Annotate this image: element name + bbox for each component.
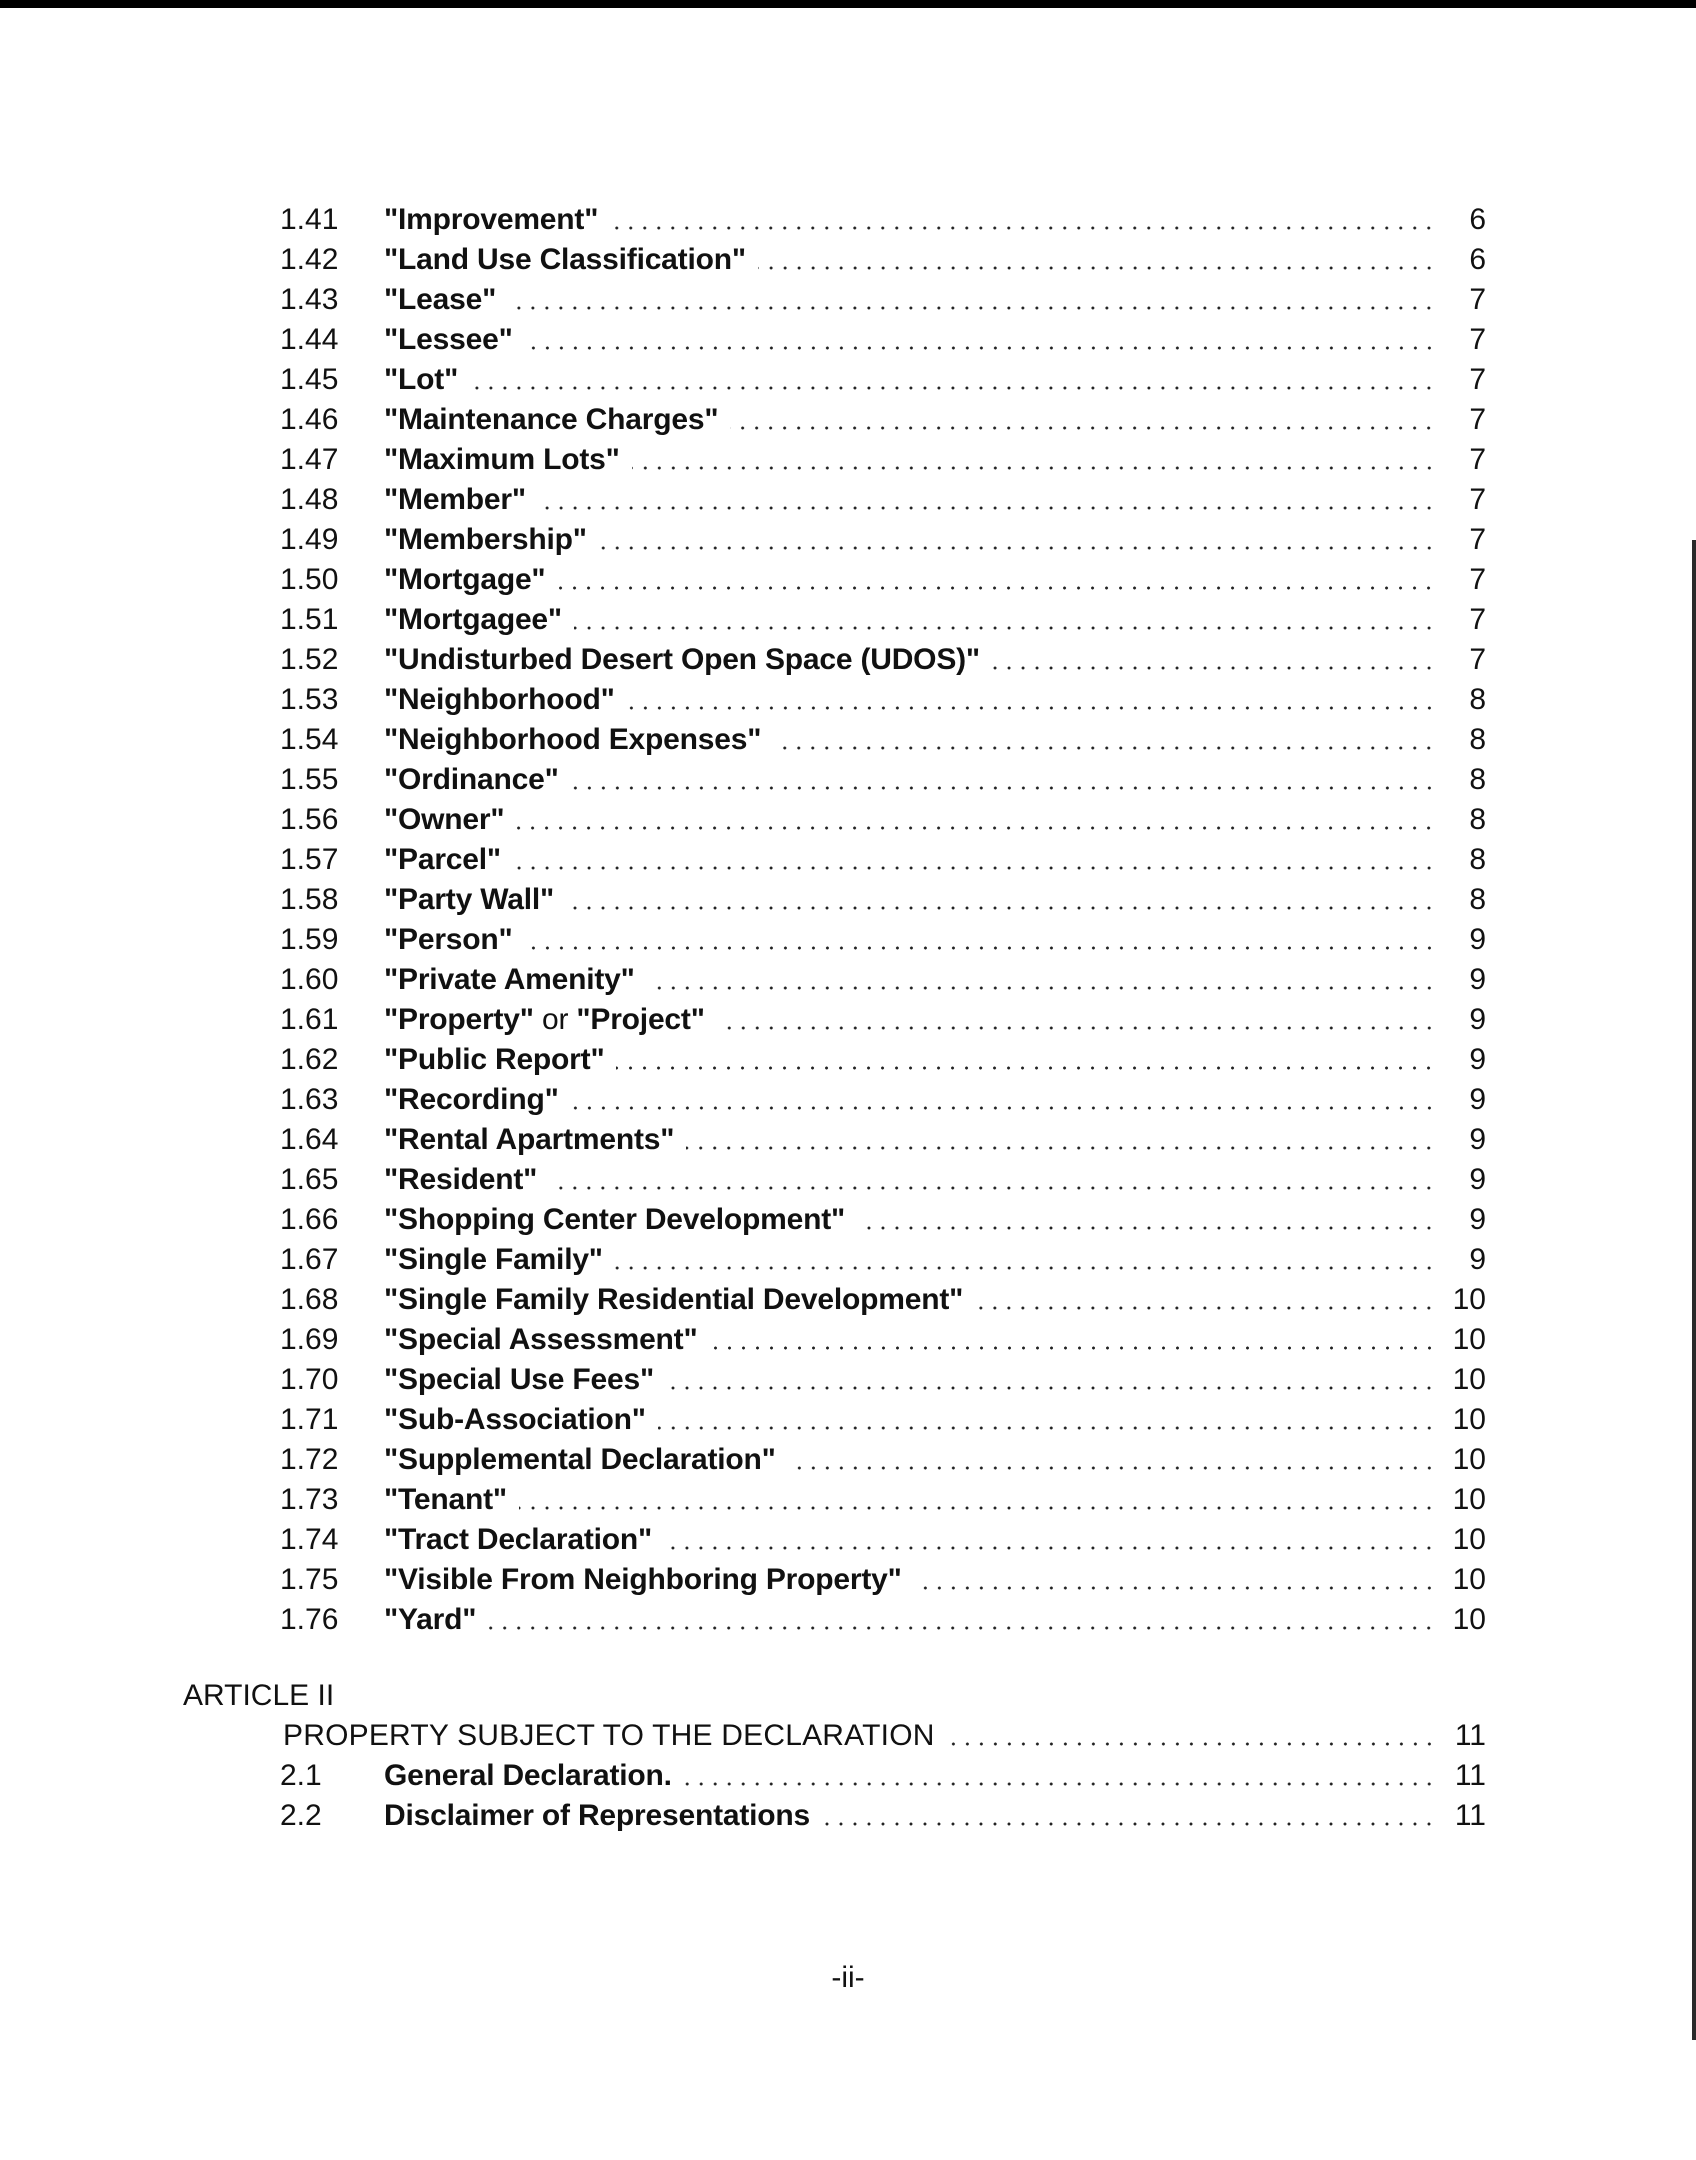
entry-number: 1.66	[280, 1203, 339, 1236]
dot-leader	[549, 1186, 1436, 1190]
entry-number: 1.73	[280, 1483, 339, 1516]
toc-entry-row	[280, 1400, 1486, 1440]
entry-page: 10	[1452, 1523, 1486, 1556]
entry-title	[384, 1160, 537, 1200]
entry-title-text: "Owner"	[384, 803, 505, 836]
entry-title	[384, 1600, 476, 1640]
entry-title	[384, 400, 718, 440]
entry-page: 10	[1452, 1443, 1486, 1476]
entry-page: 9	[1469, 923, 1486, 956]
entry-title-text: "Single Family"	[384, 1243, 603, 1276]
entry-title-text: "Mortgagee"	[384, 603, 562, 636]
entry-number: 1.44	[280, 323, 339, 356]
toc-entry-row	[280, 1080, 1486, 1120]
entry-number: 1.62	[280, 1043, 339, 1076]
article-section-title-row	[283, 1716, 1486, 1756]
entry-title	[384, 1520, 652, 1560]
entry-number: 1.54	[280, 723, 339, 756]
entry-number: 1.47	[280, 443, 339, 476]
entry-title	[384, 480, 526, 520]
entry-title-text: "Land Use Classification"	[384, 243, 746, 276]
toc-entry-row	[280, 1520, 1486, 1560]
dot-leader	[717, 1026, 1436, 1030]
entry-title	[384, 680, 615, 720]
entry-page: 10	[1452, 1403, 1486, 1436]
toc-entry-row	[280, 680, 1486, 720]
toc-entry-row	[280, 440, 1486, 480]
entry-title	[384, 720, 761, 760]
entry-number: 1.57	[280, 843, 339, 876]
entry-title	[384, 840, 501, 880]
entry-number: 1.42	[280, 243, 339, 276]
entry-title	[384, 920, 513, 960]
entry-title: General Declaration.	[384, 1759, 672, 1792]
entry-number: 1.64	[280, 1123, 339, 1156]
dot-leader	[710, 1346, 1437, 1350]
toc-entry-row	[280, 1200, 1486, 1240]
page-number: -ii-	[831, 1961, 865, 1994]
entry-title-text: "Yard"	[384, 1603, 477, 1636]
toc-entry-row	[280, 1240, 1486, 1280]
entry-title-text: "Neighborhood"	[384, 683, 615, 716]
entry-title: Disclaimer of Representations	[384, 1799, 811, 1832]
entry-title-text: "Maintenance Charges"	[384, 403, 719, 436]
entry-page: 7	[1469, 563, 1486, 596]
entry-title-text: "Member"	[384, 483, 526, 516]
toc-entry-row	[280, 760, 1486, 800]
entry-title	[384, 960, 635, 1000]
scan-top-edge	[0, 0, 1696, 8]
entry-page: 8	[1469, 803, 1486, 836]
dot-leader	[516, 826, 1436, 830]
dot-leader	[599, 546, 1436, 550]
toc-entry-row	[280, 1040, 1486, 1080]
entry-title	[384, 1560, 902, 1600]
dot-leader	[664, 1546, 1436, 1550]
entry-number: 1.74	[280, 1523, 339, 1556]
toc-entry-row	[280, 600, 1486, 640]
toc-entry-row	[280, 840, 1486, 880]
toc-entry-row	[280, 1560, 1486, 1600]
toc-entry-row	[280, 1280, 1486, 1320]
entry-page: 7	[1469, 363, 1486, 396]
entry-title	[384, 1360, 654, 1400]
dot-leader	[571, 786, 1436, 790]
entry-page: 8	[1469, 723, 1486, 756]
toc-entry-row	[280, 1320, 1486, 1360]
entry-page: 6	[1469, 203, 1486, 236]
entry-number: 1.69	[280, 1323, 339, 1356]
toc-entry-row	[280, 480, 1486, 520]
entry-number: 1.70	[280, 1363, 339, 1396]
entry-number: 1.61	[280, 1003, 339, 1036]
scan-right-edge	[1692, 540, 1696, 2040]
entry-title	[384, 320, 513, 360]
toc-entry-row	[280, 720, 1486, 760]
dot-leader	[488, 1626, 1436, 1630]
dot-leader	[947, 1742, 1436, 1746]
entry-page: 7	[1469, 283, 1486, 316]
entry-page: 7	[1469, 323, 1486, 356]
entry-number: 1.46	[280, 403, 339, 436]
entry-title-text: "Rental Apartments"	[384, 1123, 675, 1156]
toc-entry-row	[280, 320, 1486, 360]
entry-number: 1.65	[280, 1163, 339, 1196]
article-section-page: 11	[1454, 1719, 1486, 1752]
entry-title-text: "Undisturbed Desert Open Space (UDOS)"	[384, 643, 980, 676]
entry-title	[384, 440, 620, 480]
toc-entry-row	[280, 1360, 1486, 1400]
entry-title	[384, 1440, 776, 1480]
entry-title-text: "Recording"	[384, 1083, 559, 1116]
entry-page: 7	[1469, 643, 1486, 676]
entry-title-text: "Project"	[576, 1003, 705, 1036]
dot-leader	[610, 226, 1436, 230]
dot-leader	[992, 666, 1436, 670]
entry-title	[384, 600, 562, 640]
entry-title	[384, 1320, 698, 1360]
entry-title-text: "Private Amenity"	[384, 963, 635, 996]
toc-entry-row	[280, 520, 1486, 560]
entry-title	[384, 800, 504, 840]
dot-leader	[857, 1226, 1436, 1230]
dot-leader	[519, 1506, 1436, 1510]
dot-leader	[525, 346, 1436, 350]
entry-number: 1.58	[280, 883, 339, 916]
article-heading: ARTICLE II	[183, 1679, 335, 1712]
entry-title-text: "Tenant"	[384, 1483, 507, 1516]
entry-title	[384, 560, 545, 600]
dot-leader	[822, 1822, 1436, 1826]
article-section-title: PROPERTY SUBJECT TO THE DECLARATION	[283, 1719, 935, 1752]
entry-page: 7	[1469, 483, 1486, 516]
dot-leader	[914, 1586, 1436, 1590]
entry-title	[384, 1480, 507, 1520]
dot-leader	[538, 506, 1436, 510]
dot-leader	[686, 1146, 1436, 1150]
entry-number: 1.76	[280, 1603, 339, 1636]
entry-title-text: "Membership"	[384, 523, 587, 556]
entry-title	[384, 1040, 604, 1080]
entry-page: 10	[1452, 1363, 1486, 1396]
entry-number: 1.75	[280, 1563, 339, 1596]
entry-page: 9	[1469, 1083, 1486, 1116]
entry-title-text: "Property"	[384, 1003, 534, 1036]
entry-page: 9	[1469, 1123, 1486, 1156]
dot-leader	[658, 1426, 1436, 1430]
dot-leader	[525, 946, 1436, 950]
dot-leader	[574, 626, 1436, 630]
dot-leader	[666, 1386, 1436, 1390]
dot-leader	[627, 706, 1436, 710]
dot-leader	[508, 306, 1436, 310]
entry-page: 8	[1469, 883, 1486, 916]
toc-entry-row	[280, 1796, 1486, 1836]
entry-title	[384, 280, 496, 320]
toc-entry-row	[280, 640, 1486, 680]
entry-title-text: "Improvement"	[384, 203, 599, 236]
entry-number: 1.67	[280, 1243, 339, 1276]
entry-number: 1.43	[280, 283, 339, 316]
dot-leader	[758, 266, 1436, 270]
toc-entry-row	[280, 920, 1486, 960]
entry-number: 1.45	[280, 363, 339, 396]
entry-page: 7	[1469, 443, 1486, 476]
entry-title	[384, 1280, 963, 1320]
entry-title-text: "Person"	[384, 923, 513, 956]
entry-title	[384, 640, 980, 680]
entry-title	[384, 1400, 646, 1440]
entry-title	[384, 1120, 674, 1160]
entry-page: 10	[1452, 1283, 1486, 1316]
entry-title	[384, 240, 746, 280]
entry-title-text: "Maximum Lots"	[384, 443, 620, 476]
entry-number: 2.2	[280, 1799, 322, 1832]
entry-number: 1.52	[280, 643, 339, 676]
toc-entry-row	[280, 240, 1486, 280]
entry-page: 9	[1469, 1003, 1486, 1036]
entry-number: 1.60	[280, 963, 339, 996]
entry-page: 9	[1469, 1163, 1486, 1196]
entry-page: 8	[1469, 683, 1486, 716]
toc-entry-row	[280, 880, 1486, 920]
entry-title-text: "Tract Declaration"	[384, 1523, 653, 1556]
toc-entry-row	[280, 400, 1486, 440]
entry-page: 10	[1452, 1483, 1486, 1516]
toc-entry-row	[280, 200, 1486, 240]
entry-number: 1.41	[280, 203, 339, 236]
entry-number: 1.72	[280, 1443, 339, 1476]
entry-number: 2.1	[280, 1759, 322, 1792]
dot-leader	[684, 1782, 1436, 1786]
entry-number: 1.51	[280, 603, 339, 636]
entry-number: 1.63	[280, 1083, 339, 1116]
toc-entry-row	[280, 800, 1486, 840]
entry-page: 9	[1469, 1243, 1486, 1276]
entry-title-text: "Lease"	[384, 283, 497, 316]
dot-leader	[615, 1266, 1436, 1270]
dot-leader	[975, 1306, 1436, 1310]
dot-leader	[730, 426, 1436, 430]
entry-title-text: "Single Family Residential Development"	[384, 1283, 964, 1316]
toc-entry-row	[280, 1600, 1486, 1640]
toc-entry-row	[280, 560, 1486, 600]
entry-page: 8	[1469, 843, 1486, 876]
entry-page: 6	[1469, 243, 1486, 276]
dot-leader	[788, 1466, 1436, 1470]
dot-leader	[557, 586, 1436, 590]
toc-entry-row	[280, 1440, 1486, 1480]
entry-number: 1.71	[280, 1403, 339, 1436]
entry-title-text: "Resident"	[384, 1163, 538, 1196]
entry-page: 9	[1469, 963, 1486, 996]
entry-number: 1.49	[280, 523, 339, 556]
dot-leader	[616, 1066, 1436, 1070]
entry-title-text: "Mortgage"	[384, 563, 546, 596]
dot-leader	[571, 1106, 1436, 1110]
entry-page: 10	[1452, 1603, 1486, 1636]
dot-leader	[773, 746, 1436, 750]
entry-page: 11	[1454, 1759, 1486, 1792]
entry-title	[384, 760, 559, 800]
toc-entry-row	[280, 1120, 1486, 1160]
entry-page: 10	[1452, 1323, 1486, 1356]
entry-title	[384, 520, 587, 560]
entry-title-text: "Shopping Center Development"	[384, 1203, 846, 1236]
entry-title-text: "Parcel"	[384, 843, 501, 876]
entry-title-connector: or	[533, 1003, 577, 1036]
entry-number: 1.56	[280, 803, 339, 836]
toc-entry-row	[280, 280, 1486, 320]
entry-number: 1.59	[280, 923, 339, 956]
entry-number: 1.53	[280, 683, 339, 716]
entry-title	[384, 1080, 559, 1120]
entry-title-text: "Ordinance"	[384, 763, 559, 796]
toc-entry-row	[280, 360, 1486, 400]
entry-title	[384, 1200, 845, 1240]
entry-title	[384, 360, 458, 400]
entry-title-text: "Supplemental Declaration"	[384, 1443, 776, 1476]
dot-leader	[470, 386, 1436, 390]
toc-entry-row	[280, 1756, 1486, 1796]
dot-leader	[513, 866, 1436, 870]
entry-title-text: "Party Wall"	[384, 883, 554, 916]
entry-title-text: "Visible From Neighboring Property"	[384, 1563, 902, 1596]
entry-page: 9	[1469, 1203, 1486, 1236]
entry-page: 7	[1469, 403, 1486, 436]
entry-number: 1.50	[280, 563, 339, 596]
entry-title-text: "Sub-Association"	[384, 1403, 646, 1436]
entry-title-text: "Public Report"	[384, 1043, 605, 1076]
entry-number: 1.55	[280, 763, 339, 796]
toc-entry-row	[280, 1000, 1486, 1040]
entry-title	[384, 200, 598, 240]
entry-page: 8	[1469, 763, 1486, 796]
entry-number: 1.48	[280, 483, 339, 516]
entry-title	[384, 880, 554, 920]
entry-number: 1.68	[280, 1283, 339, 1316]
entry-title	[384, 1000, 705, 1040]
entry-page: 7	[1469, 523, 1486, 556]
entry-page: 9	[1469, 1043, 1486, 1076]
dot-leader	[632, 466, 1436, 470]
entry-title-text: "Special Assessment"	[384, 1323, 698, 1356]
toc-entry-row	[280, 960, 1486, 1000]
entry-title-text: "Lessee"	[384, 323, 513, 356]
entry-page: 11	[1454, 1799, 1486, 1832]
dot-leader	[566, 906, 1436, 910]
entry-title-text: "Lot"	[384, 363, 459, 396]
toc-entry-row	[280, 1160, 1486, 1200]
entry-page: 7	[1469, 603, 1486, 636]
dot-leader	[647, 986, 1436, 990]
entry-page: 10	[1452, 1563, 1486, 1596]
entry-title-text: "Neighborhood Expenses"	[384, 723, 762, 756]
toc-entry-row	[280, 1480, 1486, 1520]
entry-title-text: "Special Use Fees"	[384, 1363, 654, 1396]
entry-title	[384, 1240, 603, 1280]
